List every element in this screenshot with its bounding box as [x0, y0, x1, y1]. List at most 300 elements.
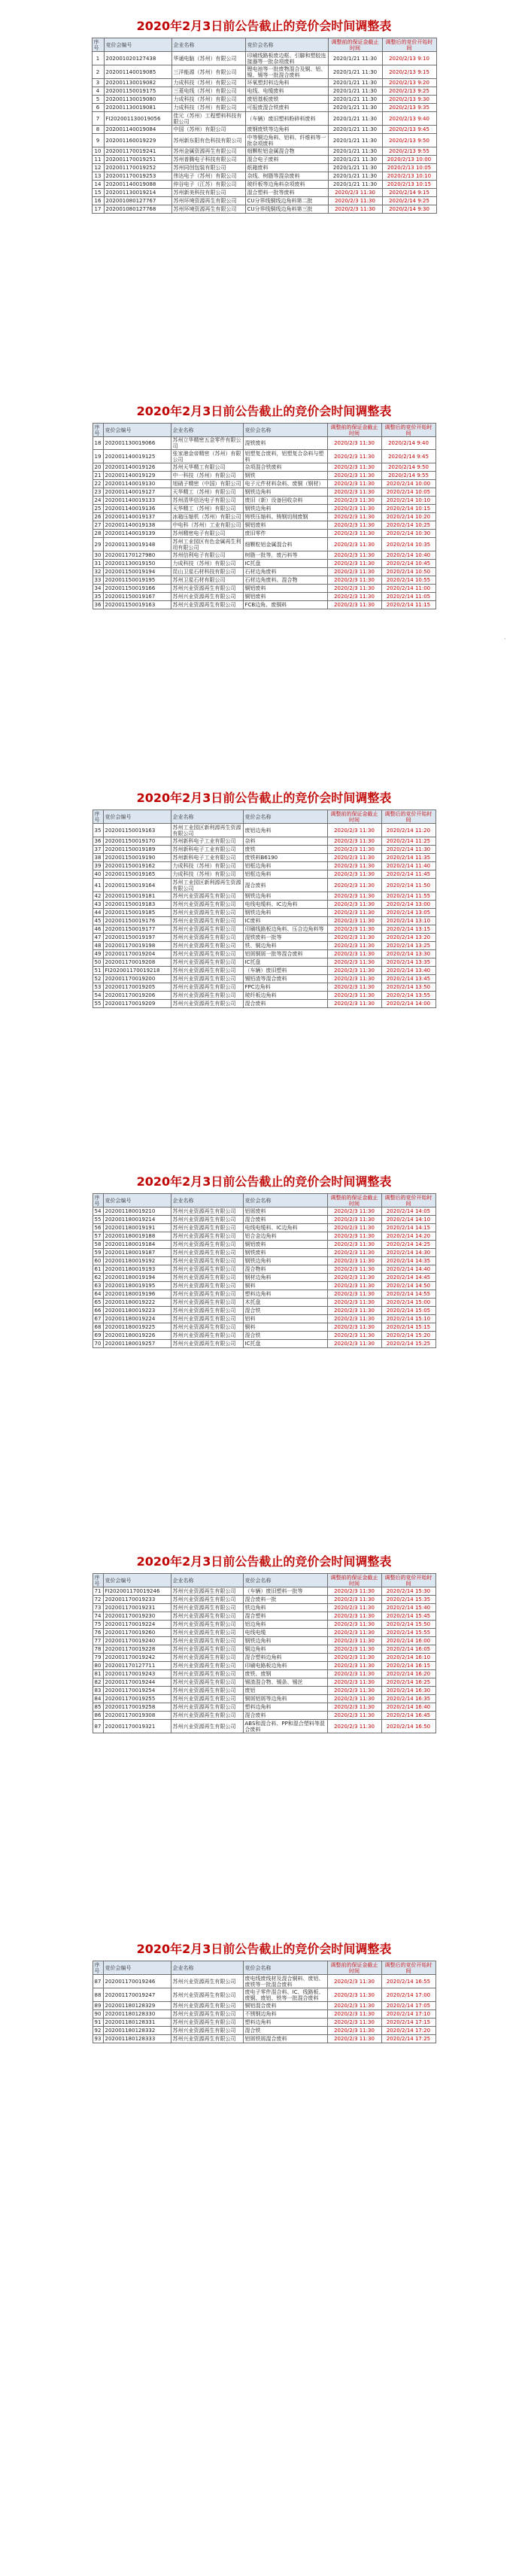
row-before-time: 2020/2/3 11:30: [327, 1670, 381, 1678]
row-auction-name: 废钢废铁等边角料: [245, 126, 328, 134]
row-before-time: 2020/2/3 11:30: [327, 1645, 381, 1654]
row-code: 202001180128331: [103, 2019, 171, 2027]
row-code: 202001150019190: [103, 854, 171, 862]
row-seq: 87: [93, 1720, 103, 1733]
row-code: 202001170019228: [103, 1645, 171, 1654]
row-code: 202001170019251: [104, 156, 171, 164]
row-auction-name: 铜铝废料: [243, 593, 327, 601]
row-before-time: 2020/2/3 11:30: [327, 917, 381, 925]
table-row: [93, 967, 435, 975]
row-auction-name: 铜铝混合废料: [243, 2002, 327, 2010]
table-row: [93, 1274, 435, 1282]
row-seq: 45: [93, 917, 103, 925]
row-company: 苏州兴业资源再生有限公司: [171, 1654, 243, 1662]
table-row: [93, 1265, 435, 1274]
row-auction-name: 中等铜边角料、铝料、纤维料等一批杂项废料: [245, 134, 328, 147]
row-auction-name: 混合塑料一批等废料: [245, 189, 328, 197]
col-after-header: 调整后的竞价开始时间: [381, 1574, 435, 1587]
row-code: 202001170019321: [103, 1720, 171, 1733]
row-seq: 63: [93, 1282, 103, 1290]
row-after-time: 2020/2/14 10:20: [381, 513, 435, 521]
row-code: 202001180019193: [103, 1265, 171, 1274]
row-auction-name: 铜料: [243, 1323, 327, 1332]
row-seq: 84: [93, 1695, 103, 1703]
row-company: 苏州兴业资源再生有限公司: [171, 1216, 243, 1224]
table-row: [93, 1695, 435, 1703]
col-before-header: 调整前的保证金截止时间: [327, 810, 381, 824]
row-seq: 36: [93, 601, 103, 609]
row-seq: 87: [93, 1975, 103, 1988]
row-code: 202001150019181: [103, 892, 171, 901]
row-seq: 57: [93, 1232, 103, 1241]
row-seq: 41: [93, 879, 103, 892]
row-after-time: 2020/2/14 11:20: [381, 824, 435, 837]
row-code: 202001140019137: [103, 513, 171, 521]
table-row: [93, 950, 435, 958]
row-company: 苏州兴业资源再生有限公司: [171, 992, 243, 1000]
row-after-time: 2020/2/14 16:10: [381, 1654, 435, 1662]
row-company: 苏州工业园区有色金属再生利用有限公司: [171, 538, 243, 551]
row-company: 苏州兴业资源再生有限公司: [171, 1208, 243, 1216]
row-before-time: 2020/1/21 11:30: [328, 96, 382, 104]
row-auction-name: 钢铁: [243, 472, 327, 480]
col-before-header: 调整前的保证金截止时间: [327, 1194, 381, 1208]
row-seq: 92: [93, 2027, 103, 2035]
row-code: 202001170019308: [103, 1712, 171, 1720]
row-auction-name: 树脂一批等，废污料等: [243, 551, 327, 560]
row-before-time: 2020/1/21 11:30: [328, 112, 382, 126]
row-seq: 43: [93, 901, 103, 909]
row-after-time: 2020/2/14 14:35: [381, 1257, 435, 1265]
row-after-time: 2020/2/13 9:30: [382, 96, 436, 104]
row-company: 中电科（苏州）工业有限公司: [171, 521, 243, 530]
table-row: [93, 1208, 435, 1216]
col-code-header: 竞价会编号: [103, 810, 171, 824]
row-code: 202001150019195: [103, 576, 171, 585]
row-seq: 51: [93, 967, 103, 975]
section-title: 2020年2月3日前公告截止的竞价会时间调整表: [136, 19, 392, 33]
row-company: 苏州兴业资源再生有限公司: [171, 983, 243, 992]
table-row: [93, 934, 435, 942]
row-seq: 18: [93, 437, 103, 450]
row-code: 202001180128333: [103, 2035, 171, 2043]
row-after-time: 2020/2/14 11:45: [381, 870, 435, 879]
row-auction-name: 铜铝废料: [243, 1241, 327, 1249]
table-row: [93, 1975, 435, 1988]
row-company: 苏州兴业资源再生有限公司: [171, 892, 243, 901]
table-row: [93, 437, 435, 450]
row-seq: 7: [92, 112, 104, 126]
row-after-time: 2020/2/13 10:10: [382, 172, 436, 181]
row-company: 苏州兴业资源再生有限公司: [171, 950, 243, 958]
row-before-time: 2020/1/21 11:30: [328, 52, 382, 65]
table-row: [93, 901, 435, 909]
table-row: [92, 189, 436, 197]
row-after-time: 2020/2/14 14:30: [381, 1249, 435, 1257]
row-after-time: 2020/2/14 10:50: [381, 568, 435, 576]
row-code: 202001170019209: [103, 1000, 171, 1008]
row-after-time: 2020/2/14 15:10: [381, 1315, 435, 1323]
row-auction-name: 铝合金边角料: [243, 1232, 327, 1241]
table-row: [93, 925, 435, 934]
table-row: [93, 601, 435, 609]
row-after-time: 2020/2/14 11:25: [381, 837, 435, 846]
table-row: [93, 1662, 435, 1670]
row-auction-name: 铝框边角料: [243, 870, 327, 879]
col-code-header: 竞价会编号: [103, 1574, 171, 1587]
row-company: 力成科技（苏州）有限公司: [171, 96, 245, 104]
row-auction-name: ABS和混合料、PP和混合塑料等混合废料: [243, 1720, 327, 1733]
row-seq: 59: [93, 1249, 103, 1257]
row-seq: 49: [93, 950, 103, 958]
row-before-time: 2020/2/3 11:30: [327, 1224, 381, 1232]
row-before-time: 2020/2/3 11:30: [327, 1216, 381, 1224]
row-company: 苏州兴业资源再生有限公司: [171, 925, 243, 934]
row-auction-name: 不锈钢边角料: [243, 2010, 327, 2019]
row-company: 中国（苏州）有限公司: [171, 126, 245, 134]
row-before-time: 2020/2/3 11:30: [327, 1596, 381, 1604]
row-seq: 25: [93, 505, 103, 513]
row-after-time: 2020/2/14 11:00: [381, 585, 435, 593]
row-seq: 58: [93, 1241, 103, 1249]
row-code: 202001170019252: [104, 164, 171, 172]
row-before-time: 2020/2/3 11:30: [327, 568, 381, 576]
row-auction-name: 钢铁废料: [243, 1249, 327, 1257]
row-after-time: 2020/2/14 16:35: [381, 1695, 435, 1703]
table-row: [93, 560, 435, 568]
row-before-time: 2020/2/3 11:30: [327, 1332, 381, 1340]
row-after-time: 2020/2/14 14:10: [381, 1216, 435, 1224]
row-auction-name: 铜料: [243, 1282, 327, 1290]
row-code: 202001150019163: [103, 601, 171, 609]
table-row: [93, 1703, 435, 1712]
row-seq: 54: [93, 1208, 103, 1216]
row-auction-name: 铝料: [243, 1315, 327, 1323]
table-row: [92, 147, 436, 156]
row-before-time: 2020/1/21 11:30: [328, 156, 382, 164]
table-row: [93, 521, 435, 530]
row-code: 202001140019136: [103, 505, 171, 513]
row-company: 苏州新科电子工业有限公司: [171, 846, 243, 854]
row-company: 苏州兴业资源再生有限公司: [171, 1232, 243, 1241]
row-seq: 17: [92, 205, 104, 214]
row-after-time: 2020/2/14 10:45: [381, 560, 435, 568]
row-after-time: 2020/2/14 11:35: [381, 854, 435, 862]
adjustment-table: [93, 423, 436, 609]
table-row: [93, 862, 435, 870]
row-code: 202001080127767: [104, 197, 171, 205]
row-before-time: 2020/2/3 11:30: [327, 824, 381, 837]
row-seq: 29: [93, 538, 103, 551]
row-after-time: 2020/2/13 9:45: [382, 126, 436, 134]
row-code: 202001140019088: [104, 181, 171, 189]
row-before-time: 2020/2/3 11:30: [327, 1307, 381, 1315]
row-before-time: 2020/2/3 11:30: [327, 1249, 381, 1257]
row-auction-name: 电线、电缆废料: [245, 87, 328, 96]
row-before-time: 2020/2/3 11:30: [328, 197, 382, 205]
table-row: [93, 824, 435, 837]
row-auction-name: 玻纤板边角料: [243, 992, 327, 1000]
table-row: [92, 112, 436, 126]
row-code: 202001170019260: [103, 1629, 171, 1637]
row-auction-name: 混合塑料边角料: [243, 1654, 327, 1662]
row-before-time: 2020/2/3 11:30: [327, 837, 381, 846]
row-company: 力成科技（苏州）有限公司: [171, 560, 243, 568]
row-seq: 82: [93, 1678, 103, 1687]
row-after-time: 2020/2/14 16:50: [381, 1720, 435, 1733]
row-before-time: 2020/2/3 11:30: [327, 1587, 381, 1596]
row-before-time: 2020/1/21 11:30: [328, 134, 382, 147]
col-before-header: 调整前的保证金截止时间: [327, 424, 381, 437]
row-auction-name: 铜边角料: [243, 1645, 327, 1654]
row-company: 天华精工（苏州）有限公司: [171, 488, 243, 497]
row-before-time: 2020/2/3 11:30: [327, 1274, 381, 1282]
table-row: [93, 1299, 435, 1307]
row-auction-name: 杂料: [243, 837, 327, 846]
row-seq: 66: [93, 1307, 103, 1315]
row-seq: 77: [93, 1637, 103, 1645]
row-after-time: 2020/2/14 15:20: [381, 1332, 435, 1340]
row-seq: 22: [93, 480, 103, 488]
row-code: 202001150019163: [103, 824, 171, 837]
row-before-time: 2020/2/3 11:30: [327, 1290, 381, 1299]
row-company: 苏州兴业资源再生有限公司: [171, 1224, 243, 1232]
row-auction-name: 塑料边角料: [243, 2019, 327, 2027]
col-seq-header: 序号: [93, 1961, 103, 1975]
row-company: 苏州卫星石材有限公司: [171, 576, 243, 585]
row-before-time: 2020/2/3 11:30: [327, 450, 381, 463]
row-seq: 46: [93, 925, 103, 934]
row-after-time: 2020/2/14 14:20: [381, 1232, 435, 1241]
row-after-time: 2020/2/13 9:10: [382, 52, 436, 65]
row-auction-name: 铝屑铜屑一批等混合废料: [243, 950, 327, 958]
col-company-header: 企业名称: [171, 810, 243, 824]
row-before-time: 2020/2/3 11:30: [327, 601, 381, 609]
row-before-time: 2020/2/3 11:30: [327, 2019, 381, 2027]
row-seq: 56: [93, 1224, 103, 1232]
row-code: 202001140019130: [103, 480, 171, 488]
row-code: 202001150019177: [103, 925, 171, 934]
row-company: 力成科技（苏州）有限公司: [171, 79, 245, 87]
row-after-time: 2020/2/14 16:45: [381, 1712, 435, 1720]
row-company: 力成科技（苏州）有限公司: [171, 862, 243, 870]
row-company: 苏州信利电子有限公司: [171, 551, 243, 560]
row-after-time: 2020/2/13 9:35: [382, 104, 436, 112]
row-company: 苏州工业园区新利源再生资源有限公司: [171, 879, 243, 892]
row-before-time: 2020/2/3 11:30: [327, 488, 381, 497]
row-before-time: 2020/2/3 11:30: [327, 1241, 381, 1249]
row-code: 202001170019224: [103, 1621, 171, 1629]
row-before-time: 2020/2/3 11:30: [327, 1687, 381, 1695]
row-code: 202001150019167: [103, 593, 171, 601]
row-auction-name: 废旧（新）设备回收杂料: [243, 497, 327, 505]
row-code: 202001170019208: [103, 958, 171, 967]
row-auction-name: 铝边角料: [243, 1621, 327, 1629]
table-row: [92, 87, 436, 96]
row-company: 苏州兴业资源再生有限公司: [171, 1340, 243, 1348]
row-auction-name: 印刷线路板边角料、压合边角料等: [243, 925, 327, 934]
row-auction-name: 钢铁边角料: [243, 1637, 327, 1645]
row-after-time: 2020/2/14 13:00: [381, 901, 435, 909]
section-title: 2020年2月3日前公告截止的竞价会时间调整表: [136, 1942, 392, 1956]
row-before-time: 2020/2/3 11:30: [327, 1712, 381, 1720]
row-auction-name: 杂线、树脂等混杂废料: [245, 172, 328, 181]
header-row: [93, 810, 435, 824]
row-after-time: 2020/2/14 13:10: [381, 917, 435, 925]
row-code: 202001170019231: [103, 1604, 171, 1612]
row-after-time: 2020/2/14 9:55: [381, 472, 435, 480]
row-before-time: 2020/2/3 11:30: [327, 1340, 381, 1348]
row-company: 苏州兴业资源再生有限公司: [171, 1000, 243, 1008]
col-seq-header: 序号: [93, 810, 103, 824]
row-seq: 93: [93, 2035, 103, 2043]
row-auction-name: 混合铁: [243, 2027, 327, 2035]
row-seq: 5: [92, 96, 104, 104]
row-seq: 37: [93, 846, 103, 854]
table-row: [93, 1678, 435, 1687]
table-row: [93, 1224, 435, 1232]
row-after-time: 2020/2/14 16:05: [381, 1645, 435, 1654]
col-name-header: 竞价会名称: [243, 424, 327, 437]
row-code: 202001150019166: [103, 585, 171, 593]
row-seq: 3: [92, 79, 104, 87]
col-seq-header: 序号: [93, 1574, 103, 1587]
row-auction-name: CU分界线铜线边角料第二批: [245, 197, 328, 205]
row-company: 苏州兴业资源再生有限公司: [171, 1695, 243, 1703]
row-seq: 14: [92, 181, 104, 189]
adjustment-section-3: [0, 790, 528, 1008]
row-before-time: 2020/2/3 11:30: [327, 1257, 381, 1265]
adjustment-section-5: [0, 1554, 528, 1733]
row-seq: 26: [93, 513, 103, 521]
row-code: 202001130019081: [104, 104, 171, 112]
row-company: 中一科技（苏州）有限公司: [171, 472, 243, 480]
table-row: [93, 1645, 435, 1654]
row-after-time: 2020/2/14 13:50: [381, 983, 435, 992]
row-before-time: 2020/2/3 11:30: [327, 1208, 381, 1216]
table-row: [93, 1249, 435, 1257]
row-seq: 1: [92, 52, 104, 65]
row-after-time: 2020/2/14 17:25: [381, 2035, 435, 2043]
row-before-time: 2020/2/3 11:30: [327, 1299, 381, 1307]
col-code-header: 竞价会编号: [103, 1194, 171, 1208]
section-title: 2020年2月3日前公告截止的竞价会时间调整表: [136, 791, 392, 805]
row-code: 202001180019188: [103, 1232, 171, 1241]
table-row: [93, 463, 435, 472]
row-code: 202001170127711: [103, 1662, 171, 1670]
row-before-time: 2020/2/3 11:30: [327, 1265, 381, 1274]
row-company: 苏州兴业资源再生有限公司: [171, 1307, 243, 1315]
row-seq: 60: [93, 1257, 103, 1265]
row-seq: 78: [93, 1645, 103, 1654]
row-after-time: 2020/2/14 14:40: [381, 1265, 435, 1274]
table-row: [93, 1323, 435, 1332]
table-row: [93, 2019, 435, 2027]
table-row: [93, 1654, 435, 1662]
row-after-time: 2020/2/14 13:45: [381, 975, 435, 983]
section-title: 2020年2月3日前公告截止的竞价会时间调整表: [136, 1554, 392, 1569]
row-company: 苏州兴业资源再生有限公司: [171, 1975, 243, 1988]
row-code: FI202001170019218: [103, 967, 171, 975]
table-row: [92, 197, 436, 205]
row-code: 202001150019185: [103, 909, 171, 917]
row-code: 202001180128329: [103, 2002, 171, 2010]
row-code: 202001170019206: [103, 992, 171, 1000]
row-code: 202001140019129: [103, 472, 171, 480]
row-code: 202001020127438: [104, 52, 171, 65]
row-company: 苏州新科电子工业有限公司: [171, 837, 243, 846]
row-after-time: 2020/2/14 13:15: [381, 925, 435, 934]
row-before-time: 2020/2/3 11:30: [327, 1662, 381, 1670]
row-seq: 80: [93, 1662, 103, 1670]
row-code: 202001180019196: [103, 1290, 171, 1299]
row-after-time: 2020/2/14 16:15: [381, 1662, 435, 1670]
col-company-header: 企业名称: [171, 1574, 243, 1587]
row-before-time: 2020/2/3 11:30: [327, 1604, 381, 1612]
row-code: 202001180019194: [103, 1274, 171, 1282]
row-before-time: 2020/2/3 11:30: [327, 1282, 381, 1290]
row-auction-name: 铜铝废料: [243, 521, 327, 530]
row-after-time: 2020/2/14 16:00: [381, 1637, 435, 1645]
table-row: [93, 870, 435, 879]
row-auction-name: 塑料边角料: [243, 1290, 327, 1299]
row-auction-name: 细颗粒铝金属混合料: [243, 538, 327, 551]
table-row: [92, 96, 436, 104]
table-row: [93, 837, 435, 846]
row-auction-name: 印刷电路板边角料: [243, 1662, 327, 1670]
row-auction-name: 塑料边角料: [243, 1703, 327, 1712]
row-company: 苏州兴业资源再生有限公司: [171, 1678, 243, 1687]
row-after-time: 2020/2/14 16:30: [381, 1687, 435, 1695]
row-after-time: 2020/2/14 17:05: [381, 2002, 435, 2010]
row-auction-name: 混合废料一批: [243, 1596, 327, 1604]
row-auction-name: 电线电缆: [243, 1629, 327, 1637]
table-row: [92, 164, 436, 172]
adjustment-section-4: [0, 1174, 528, 1348]
row-code: 202001180019214: [103, 1216, 171, 1224]
row-company: 苏州兴业资源再生有限公司: [171, 1596, 243, 1604]
row-seq: 39: [93, 862, 103, 870]
table-row: [93, 917, 435, 925]
row-auction-name: 废旧零件: [243, 530, 327, 538]
row-company: 苏州兴业资源再生有限公司: [171, 1282, 243, 1290]
table-row: [93, 1587, 435, 1596]
row-before-time: 2020/2/3 11:30: [327, 870, 381, 879]
row-before-time: 2020/2/3 11:30: [327, 1975, 381, 1988]
table-row: [93, 2035, 435, 2043]
row-seq: 11: [92, 156, 104, 164]
row-auction-name: 废铁料B6190: [243, 854, 327, 862]
row-after-time: 2020/2/14 11:30: [381, 846, 435, 854]
row-company: 苏州兴业资源再生有限公司: [171, 1332, 243, 1340]
row-code: 202001140019139: [103, 530, 171, 538]
row-after-time: 2020/2/14 10:30: [381, 530, 435, 538]
col-code-header: 竞价会编号: [104, 38, 171, 52]
row-code: 202001180019223: [103, 1307, 171, 1315]
row-auction-name: 混合铁: [243, 1332, 327, 1340]
row-after-time: 2020/2/14 11:40: [381, 862, 435, 870]
row-after-time: 2020/2/14 15:40: [381, 1604, 435, 1612]
row-code: 202001180019257: [103, 1340, 171, 1348]
row-seq: 76: [93, 1629, 103, 1637]
row-before-time: 2020/2/3 11:30: [327, 925, 381, 934]
row-code: 202001170019241: [104, 147, 171, 156]
adjustment-table: [93, 1193, 436, 1348]
row-auction-name: 杂项混合铁废料: [243, 463, 327, 472]
col-seq-header: 序号: [93, 424, 103, 437]
row-seq: 23: [93, 488, 103, 497]
row-auction-name: 混合废料: [243, 879, 327, 892]
